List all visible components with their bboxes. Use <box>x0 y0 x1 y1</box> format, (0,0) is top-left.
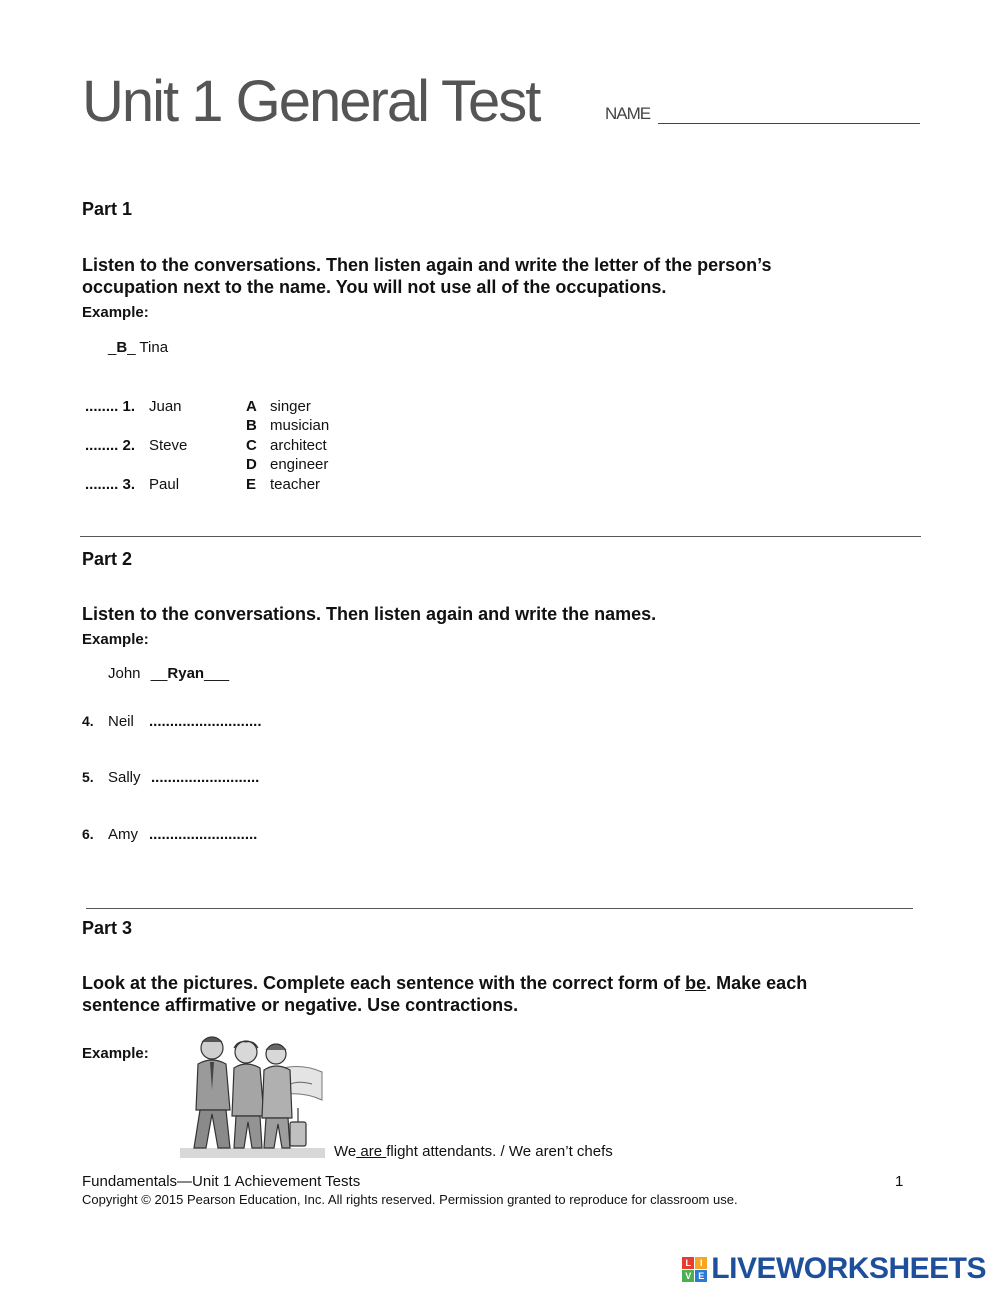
footer-title: Fundamentals—Unit 1 Achievement Tests <box>82 1173 361 1190</box>
answer-blank[interactable]: ........ <box>85 437 119 454</box>
sentence-pre: We <box>334 1143 357 1160</box>
answer-blank[interactable]: ........ <box>85 476 119 493</box>
option-item <box>246 476 320 493</box>
item-number: 5. <box>82 769 94 785</box>
part2-example-name: John <box>108 665 141 682</box>
logo-block: L <box>682 1257 694 1269</box>
part1-heading: Part 1 <box>82 199 133 219</box>
logo-text: LIVEWORKSHEETS <box>711 1252 986 1285</box>
option-item <box>246 437 327 454</box>
option-letter: D <box>246 456 257 473</box>
item-number: 2. <box>122 437 136 454</box>
option-text: architect <box>270 437 327 454</box>
logo-mark-icon <box>682 1257 707 1282</box>
part2-example-label: Example: <box>82 631 149 648</box>
flight-attendants-illustration <box>180 1030 325 1158</box>
option-item <box>246 398 311 415</box>
part1-item <box>85 476 180 493</box>
copyright: Copyright © 2015 Pearson Education, Inc. All rights reserved. Permission granted to reproduce for classroom use. <box>82 1192 738 1207</box>
part1-item <box>85 398 182 415</box>
option-text: teacher <box>270 476 321 493</box>
part2-example-answer: Ryan <box>167 665 205 682</box>
item-name: Paul <box>149 476 180 493</box>
item-name: Neil <box>108 713 134 730</box>
section-divider <box>80 536 921 537</box>
item-name: Sally <box>108 769 141 786</box>
item-name: Amy <box>108 826 138 843</box>
part2-example <box>108 665 229 682</box>
item-number: 3. <box>122 476 136 493</box>
logo-block: I <box>695 1257 707 1269</box>
part1-instruction <box>82 254 902 298</box>
answer-blank[interactable]: ........................... <box>149 713 262 730</box>
part3-example-sentence <box>334 1143 613 1160</box>
part2-instruction: Listen to the conversations. Then listen again and write the names. <box>82 604 657 624</box>
part1-example <box>108 339 168 356</box>
part2-item <box>82 826 258 843</box>
option-text: engineer <box>270 456 329 473</box>
part3-instruction-line1 <box>82 972 902 994</box>
part3-instruction-be: be <box>685 973 707 993</box>
part2-example-pre: __ <box>150 665 168 682</box>
item-number: 6. <box>82 826 94 842</box>
part1-example-suffix: _ Tina <box>127 339 169 356</box>
part1-item <box>85 437 188 454</box>
page-number: 1 <box>895 1173 904 1190</box>
part1-example-label: Example: <box>82 304 149 321</box>
answer-blank[interactable]: .......................... <box>151 769 260 786</box>
option-text: musician <box>270 417 330 434</box>
part3-instruction-line2: sentence affirmative or negative. Use contractions. <box>82 995 519 1015</box>
part3-instruction-b: . Make each <box>706 973 808 993</box>
part3-instruction-a: Look at the pictures. Complete each sentence with the correct form of <box>82 973 686 993</box>
part1-example-prefix: _ <box>108 339 117 356</box>
part3-instruction <box>82 972 902 1016</box>
answer-blank[interactable]: ........ <box>85 398 119 415</box>
option-item <box>246 417 329 434</box>
answer-blank[interactable]: .......................... <box>149 826 258 843</box>
logo-block: V <box>682 1270 694 1282</box>
page-title: Unit 1 General Test <box>82 69 540 134</box>
liveworksheets-logo[interactable] <box>682 1252 986 1286</box>
item-number: 1. <box>122 398 136 415</box>
item-name: Juan <box>149 398 182 415</box>
option-letter: B <box>246 417 257 434</box>
option-item <box>246 456 328 473</box>
part3-example-label: Example: <box>82 1045 149 1062</box>
option-text: singer <box>270 398 311 415</box>
part1-instruction-line1: Listen to the conversations. Then listen again and write the letter of the person’s <box>82 255 772 275</box>
sentence-post: flight attendants. / We aren’t chefs <box>386 1143 613 1160</box>
part2-item <box>82 713 262 730</box>
item-name: Steve <box>149 437 188 454</box>
name-label: NAME <box>605 104 651 123</box>
item-number: 4. <box>82 713 94 729</box>
option-letter: E <box>246 476 257 493</box>
part2-example-post: ___ <box>204 665 230 682</box>
part1-example-answer: B <box>116 339 128 356</box>
logo-block: E <box>695 1270 707 1282</box>
section-divider <box>86 908 913 909</box>
sentence-answer: are <box>356 1143 387 1160</box>
option-letter: A <box>246 398 257 415</box>
part1-instruction-line2: occupation next to the name. You will not use all of the occupations. <box>82 277 667 297</box>
name-input-line[interactable] <box>658 123 920 124</box>
option-letter: C <box>246 437 257 454</box>
part3-heading: Part 3 <box>82 918 133 938</box>
part2-item <box>82 769 260 786</box>
part2-heading: Part 2 <box>82 549 133 569</box>
